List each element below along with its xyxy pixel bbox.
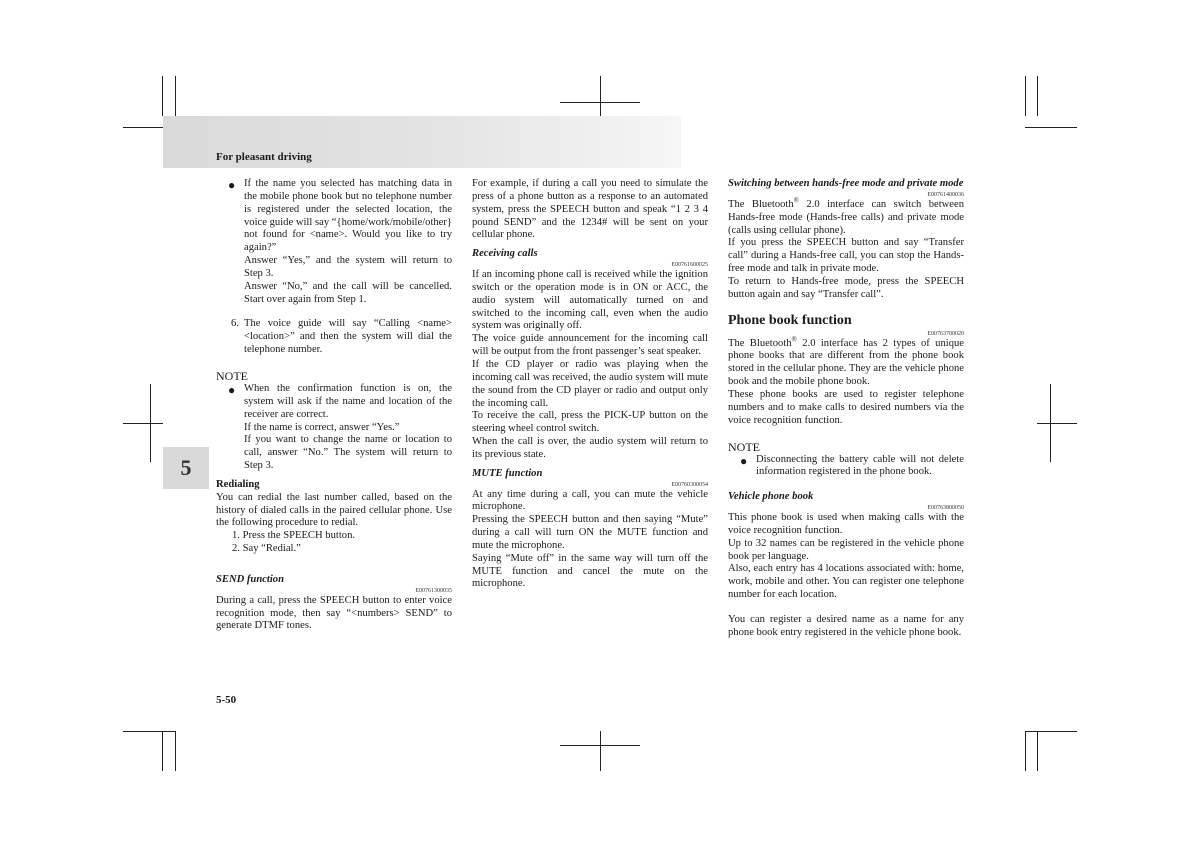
note-text: Disconnecting the battery cable will not delete information registered in the phone book.	[756, 453, 964, 478]
section-code: E00761400036	[927, 191, 964, 198]
crop-mark	[162, 76, 163, 116]
mute-para: Saying “Mute off” in the same way will turn off the MUTE function and cancel the mute on the microphone.	[472, 552, 708, 590]
switching-para: To return to Hands-free mode, press the SPEECH button again and say “Transfer call”.	[728, 275, 964, 300]
page-header-title: For pleasant driving	[216, 151, 312, 163]
section-code: E00760300054	[671, 481, 708, 488]
answer-no-text: Answer “No,” and the call will be cancelled. Start over again from Step 1.	[244, 280, 452, 305]
note-change-text: If you want to change the name or location to call, answer “No.” The system will return to Step 3.	[244, 434, 452, 472]
note-bullet	[728, 454, 964, 480]
crop-mark	[1025, 731, 1026, 771]
redialing-text: You can redial the last number called, based on the history of dialed calls in the paired cellular phone. Use the following procedure to redial.	[216, 491, 452, 529]
mute-heading: MUTE function	[472, 467, 543, 479]
vehicle-para: This phone book is used when making calls with the voice recognition function.	[728, 512, 964, 536]
section-code: E00761300035	[415, 587, 452, 594]
crop-mark	[162, 731, 163, 771]
mute-para: At any time during a call, you can mute the vehicle microphone.	[472, 488, 708, 513]
answer-yes-text: Answer “Yes,” and the system will return to Step 3.	[244, 255, 452, 279]
crop-mark	[1025, 76, 1026, 116]
redial-step-2: 2. Say “Redial.”	[232, 543, 301, 555]
switching-para: If you press the SPEECH button and say “Transfer call” during a Hands-free call, you can stop the Hands-free mode and talk in private mode.	[728, 237, 964, 275]
bullet-item	[216, 178, 452, 306]
column-1	[216, 178, 452, 633]
receiving-para: To receive the call, press the PICK-UP button on the steering wheel control switch.	[472, 410, 708, 435]
crop-mark	[1050, 384, 1051, 462]
section-code: E00763800050	[927, 505, 964, 512]
switching-heading: Switching between hands-free mode and private mode	[728, 178, 964, 189]
step-6	[216, 318, 452, 357]
bullet-icon: ●	[228, 178, 236, 192]
column-3	[728, 178, 964, 640]
redial-step-1: 1. Press the SPEECH button.	[232, 530, 356, 542]
crop-mark	[150, 384, 151, 462]
intro-text: For example, if during a call you need to simulate the press of a phone button as a response to an automated system, press the SPEECH button and speak “1 2 3 4 pound SEND” and the 1234# will be sent on your cellular phone.	[472, 178, 708, 241]
receiving-heading: Receiving calls	[472, 248, 538, 260]
note-text: When the confirmation function is on, the system will ask if the name and location of the receiver are correct.	[244, 382, 452, 420]
redialing-heading: Redialing	[216, 478, 260, 490]
crop-mark	[600, 76, 601, 116]
bullet-icon: ●	[228, 382, 236, 397]
send-text: During a call, press the SPEECH button to enter voice recognition mode, then say “<numbers> SEND” to generate DTMF tones.	[216, 594, 452, 632]
crop-mark	[1037, 76, 1038, 116]
receiving-para: When the call is over, the audio system will return to its previous state.	[472, 436, 708, 460]
phonebook-para: These phone books are used to register telephone numbers and to make calls to desired numbers via the voice recognition function.	[728, 388, 964, 426]
vehicle-phonebook-heading: Vehicle phone book	[728, 491, 814, 503]
send-heading: SEND function	[216, 573, 284, 585]
vehicle-final-para: You can register a desired name as a name for any phone book entry registered in the vehicle phone book.	[728, 613, 964, 638]
column-2	[472, 178, 708, 591]
crop-mark	[123, 731, 175, 732]
section-code: E00763700020	[927, 330, 964, 337]
step-number: 6.	[231, 318, 239, 330]
crop-mark	[123, 423, 163, 424]
crop-mark	[175, 76, 176, 116]
vehicle-para: Also, each entry has 4 locations associated with: home, work, mobile and other. You can register one telephone number for each location.	[728, 563, 964, 601]
phonebook-heading: Phone book function	[728, 312, 852, 328]
note-label: NOTE	[728, 439, 760, 454]
bullet-text: If the name you selected has matching data in the mobile phone book but no telephone number is registered under the selected location, the voice guide will say “{home/work/mobile/other} not found for <name>. Would you like to try again?”	[244, 178, 452, 254]
phonebook-para: The Bluetooth® 2.0 interface has 2 types of unique phone books that are different from the phone book stored in the cellular phone. They are the vehicle phone book and the mobile phone book.	[728, 335, 964, 388]
mute-para: Pressing the SPEECH button and then saying “Mute” during a call will turn ON the MUTE function and mute the microphone.	[472, 514, 708, 551]
crop-mark	[1025, 731, 1077, 732]
chapter-number: 5	[180, 455, 192, 480]
note-correct-text: If the name is correct, answer “Yes.”	[244, 421, 400, 433]
vehicle-para: Up to 32 names can be registered in the vehicle phone book per language.	[728, 537, 964, 562]
page-number: 5-50	[216, 694, 237, 706]
note-label: NOTE	[216, 368, 248, 383]
receiving-para: If an incoming phone call is received while the ignition switch or the operation mode is in ON or ACC, the audio system will automatically turned on and switched to the incoming call, even when the audio system was originally off.	[472, 269, 708, 332]
crop-mark	[1037, 423, 1077, 424]
chapter-tab	[163, 447, 209, 489]
crop-mark	[175, 731, 176, 771]
crop-mark	[600, 731, 601, 771]
receiving-para: The voice guide announcement for the incoming call will be output from the front passenger’s seat speaker.	[472, 333, 708, 358]
receiving-para: If the CD player or radio was playing when the incoming call was received, the audio system will mute the sound from the CD player or radio and output only the incoming call.	[472, 358, 708, 409]
note-bullet	[216, 383, 452, 473]
switching-para: The Bluetooth® 2.0 interface can switch between Hands-free mode (Hands-free calls) and private mode (calls using cellular phone).	[728, 196, 964, 236]
crop-mark	[1025, 127, 1077, 128]
step-text: The voice guide will say “Calling <name> <location>” and then the system will dial the telephone number.	[244, 318, 452, 356]
section-code: E00761600025	[671, 262, 708, 269]
crop-mark	[1037, 731, 1038, 771]
bullet-icon: ●	[740, 453, 748, 468]
